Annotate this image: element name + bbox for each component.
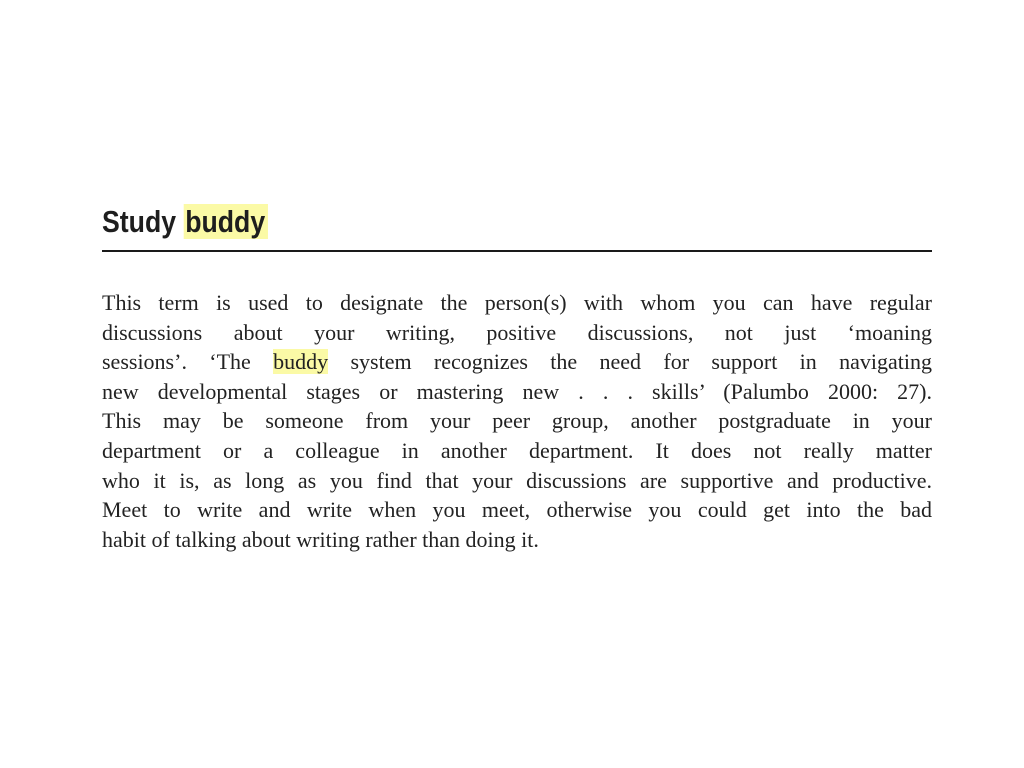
body-paragraph: [102, 288, 932, 554]
heading-prefix: Study: [102, 204, 177, 239]
paragraph-line: who it is, as long as you find that your discussions are supportive and productive.: [102, 467, 932, 493]
heading-rule: [102, 250, 932, 252]
paragraph-line: discussions about your writing, positive discussions, not just ‘moaning: [102, 319, 932, 345]
paragraph-line: This may be someone from your peer group, another postgraduate in your: [102, 408, 932, 434]
paragraph-line: This term is used to designate the person(s) with whom you can have regular: [102, 290, 932, 315]
line-text-before: sessions’. ‘The: [102, 349, 274, 375]
paragraph-line: [102, 347, 932, 377]
paragraph-line: department or a colleague in another department. It does not really matter: [102, 437, 932, 463]
line-text-after: system recognizes the need for support in navigating: [328, 349, 932, 375]
section-heading: [102, 200, 268, 244]
heading-highlighted-term: buddy: [183, 204, 267, 239]
paragraph-line: Meet to write and write when you meet, otherwise you could get into the bad: [102, 497, 932, 523]
highlighted-term: buddy: [273, 349, 329, 375]
paragraph-line: habit of talking about writing rather than doing it.: [102, 526, 539, 552]
paragraph-line: new developmental stages or mastering new . . . skills’ (Palumbo 2000: 27).: [102, 378, 932, 404]
